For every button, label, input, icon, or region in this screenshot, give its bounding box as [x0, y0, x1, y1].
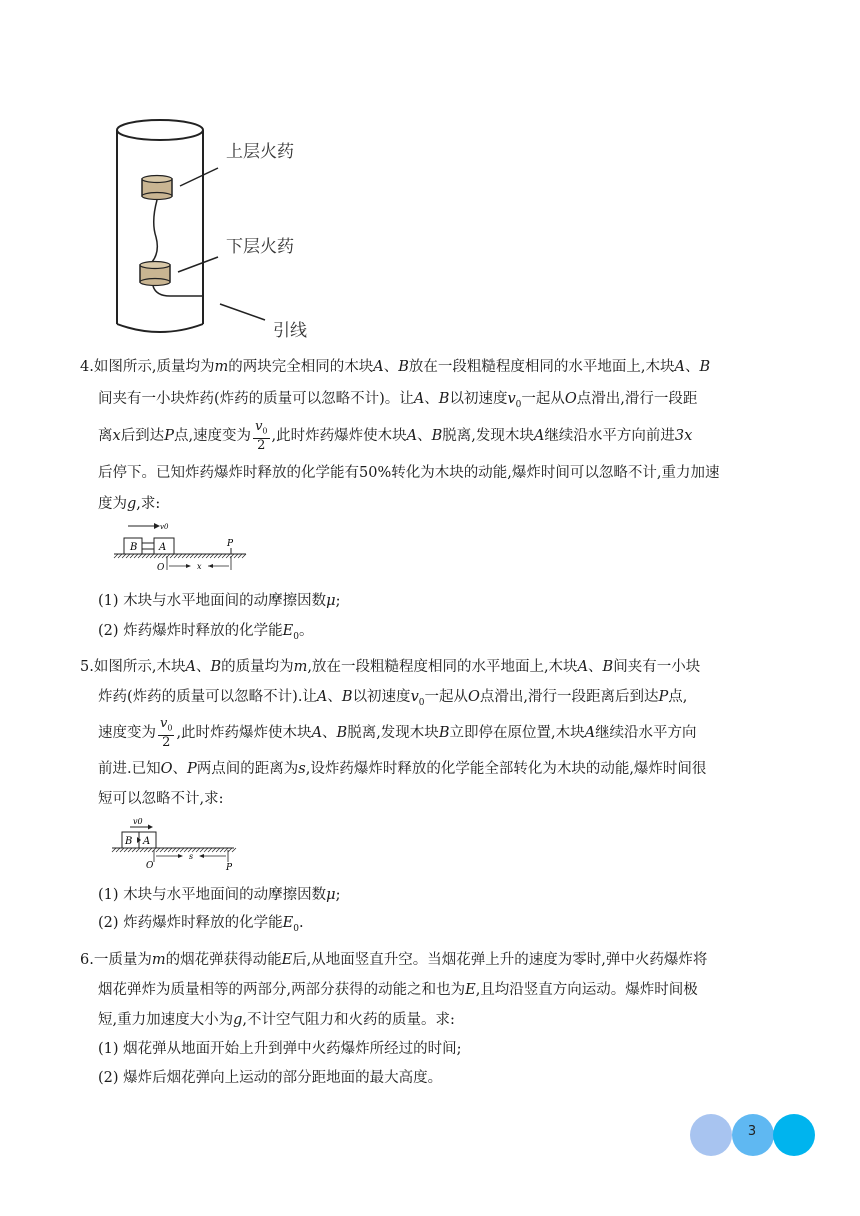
q5-fig-v0: v0	[133, 817, 143, 826]
q5-fig-p: P	[226, 863, 233, 872]
ground-hatch-mark	[132, 848, 136, 852]
ground-hatch-mark	[228, 848, 232, 852]
ground-hatch-mark	[216, 848, 220, 852]
q4-number: 4.	[80, 359, 94, 375]
label-lower-powder: 下层火药	[226, 237, 294, 257]
ground-hatch-mark	[206, 554, 210, 558]
ground-hatch-mark	[196, 848, 200, 852]
ground-hatch-mark	[210, 554, 214, 558]
ground-hatch-mark	[126, 554, 130, 558]
ground-hatch-mark	[158, 554, 162, 558]
page-number: 3	[747, 1124, 757, 1139]
q4-line-4: 后停下。已知炸药爆炸时释放的化学能有50%转化为木块的动能,爆炸时间可以忽略不计,重力加速	[98, 465, 720, 481]
ground-hatch-mark	[160, 848, 164, 852]
q5-line-3: 速度变为 $\frac{v_0}{2}$ ,此时炸药爆炸使木块A、B脱离,发现木块B立即停在原位置,木块A继续沿水平方向	[98, 716, 697, 750]
q5-fig-s: s	[189, 852, 194, 861]
q6-line-1: 6.一质量为m的烟花弹获得动能E后,从地面竖直升空。当烟花弹上升的速度为零时,弹中火药爆炸将	[80, 952, 708, 968]
q5-fig-block-a: A	[143, 836, 151, 847]
q5-number: 5.	[80, 659, 94, 675]
ground-hatch-mark	[200, 848, 204, 852]
ground-hatch-mark	[222, 554, 226, 558]
q4-sub-1: (1) 木块与水平地面间的动摩擦因数μ;	[98, 593, 341, 609]
q6-sub-1: (1) 烟花弹从地面开始上升到弹中火药爆炸所经过的时间;	[98, 1041, 462, 1057]
q4-blocks-figure	[110, 518, 260, 576]
ground-hatch-mark	[168, 848, 172, 852]
q5-blocks-figure	[110, 814, 250, 872]
q5-fig-o: O	[146, 861, 154, 871]
q4-line-3: 离x后到达P点,速度变为 $\frac{v_0}{2}$ ,此时炸药爆炸使木块A、B脱离,发现木块A继续沿水平方向前进3x	[98, 419, 693, 453]
ground-hatch-mark	[184, 848, 188, 852]
q5-fraction-v0-over-2: $\frac{v_0}{2}$	[160, 716, 173, 750]
label-upper-powder: 上层火药	[226, 142, 294, 162]
q4-sub-2: (2) 炸药爆炸时释放的化学能$E_0$。	[98, 623, 314, 642]
ground-hatch-mark	[190, 554, 194, 558]
ground-hatch-mark	[138, 554, 142, 558]
ground-hatch-mark	[226, 554, 230, 558]
firework-tube-figure	[100, 112, 330, 344]
ground-hatch-mark	[224, 848, 228, 852]
q6-line-3: 短,重力加速度大小为g,不计空气阻力和火药的质量。求:	[98, 1012, 455, 1028]
ground-hatch-mark	[162, 554, 166, 558]
q4-line-5: 度为g,求:	[98, 496, 161, 512]
ground-hatch-mark	[174, 554, 178, 558]
q5-line-1: 5.如图所示,木块A、B的质量均为m,放在一段粗糙程度相同的水平地面上,木块A、B间夹有一小块	[80, 659, 701, 675]
q4-line-2: 间夹有一小块炸药(炸药的质量可以忽略不计)。让A、B以初速度$v_0$一起从O点滑出,滑行一段距	[98, 391, 698, 410]
ground-hatch-mark	[122, 554, 126, 558]
ground-hatch-mark	[220, 848, 224, 852]
ground-hatch-mark	[172, 848, 176, 852]
q4-fig-block-a: A	[159, 542, 167, 553]
ground-hatch-mark	[186, 554, 190, 558]
q5-line-5: 短可以忽略不计,求:	[98, 791, 224, 807]
ground-hatch-mark	[204, 848, 208, 852]
q6-line-2: 烟花弹炸为质量相等的两部分,两部分获得的动能之和也为E,且均沿竖直方向运动。爆炸时间极	[98, 982, 698, 998]
ground-hatch-mark	[140, 848, 144, 852]
ground-hatch-mark	[198, 554, 202, 558]
q4-fig-block-b: B	[130, 542, 138, 553]
q5-sub-1: (1) 木块与水平地面间的动摩擦因数μ;	[98, 887, 341, 903]
ground-hatch-mark	[116, 848, 120, 852]
q4-fig-o: O	[157, 563, 165, 573]
ground-hatch-mark	[144, 848, 148, 852]
ground-hatch-mark	[164, 848, 168, 852]
ground-hatch-mark	[142, 554, 146, 558]
ground-hatch-mark	[134, 554, 138, 558]
ground-hatch-mark	[178, 554, 182, 558]
ground-hatch-mark	[128, 848, 132, 852]
ground-hatch-mark	[156, 848, 160, 852]
q4-fraction-v0-over-2: $\frac{v_0}{2}$	[255, 419, 268, 453]
ground-hatch-mark	[114, 554, 118, 558]
ground-hatch-mark	[154, 554, 158, 558]
q6-sub-2: (2) 爆炸后烟花弹向上运动的部分距地面的最大高度。	[98, 1070, 443, 1086]
ground-hatch-mark	[120, 848, 124, 852]
ground-hatch-mark	[242, 554, 246, 558]
label-fuse: 引线	[273, 321, 307, 341]
ground-hatch-mark	[202, 554, 206, 558]
ground-hatch-mark	[170, 554, 174, 558]
q5-sub-2: (2) 炸药爆炸时释放的化学能$E_0$.	[98, 915, 304, 934]
ground-hatch-mark	[218, 554, 222, 558]
ground-hatch-mark	[136, 848, 140, 852]
ground-hatch-mark	[130, 554, 134, 558]
ground-hatch-mark	[148, 848, 152, 852]
q5-line-4: 前进.已知O、P两点间的距离为s,设炸药爆炸时释放的化学能全部转化为木块的动能,爆炸时间很	[98, 761, 707, 777]
ground-hatch-mark	[182, 554, 186, 558]
ground-hatch-mark	[150, 554, 154, 558]
ground-hatch-mark	[208, 848, 212, 852]
q4-fig-p: P	[227, 539, 234, 549]
q5-line-2: 炸药(炸药的质量可以忽略不计).让A、B以初速度$v_0$一起从O点滑出,滑行一段距离后到达P点,	[98, 689, 688, 708]
q4-line-1: 4.如图所示,质量均为m的两块完全相同的木块A、B放在一段粗糙程度相同的水平地面上,木块A、B	[80, 359, 711, 375]
ground-hatch-mark	[112, 848, 116, 852]
q4-fig-v0: v0	[160, 523, 169, 531]
ground-hatch-mark	[212, 848, 216, 852]
ground-hatch-mark	[118, 554, 122, 558]
q6-number: 6.	[80, 952, 94, 968]
ground-hatch-mark	[234, 554, 238, 558]
ground-hatch-mark	[146, 554, 150, 558]
ground-hatch-mark	[180, 848, 184, 852]
ground-hatch-mark	[194, 554, 198, 558]
ground-hatch-mark	[176, 848, 180, 852]
ground-hatch-mark	[124, 848, 128, 852]
ground-hatch-mark	[214, 554, 218, 558]
ground-hatch-mark	[238, 554, 242, 558]
q5-fig-block-b: B	[125, 836, 133, 847]
ground-hatch-mark	[232, 848, 236, 852]
q4-fig-x: x	[197, 562, 202, 571]
